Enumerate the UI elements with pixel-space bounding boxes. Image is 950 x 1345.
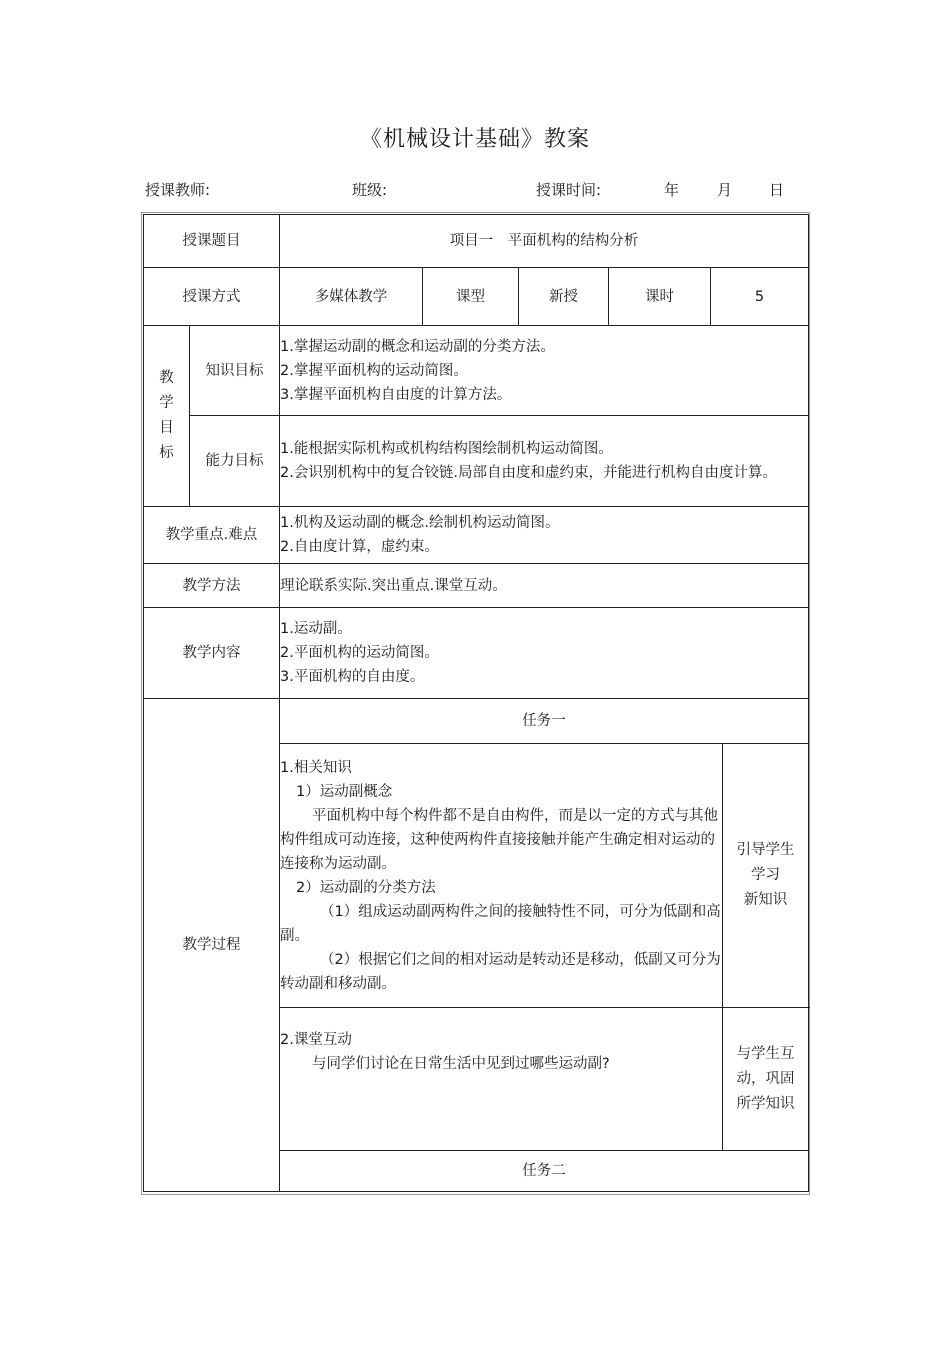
ability-goal-item: 2.会识别机构中的复合铰链.局部自由度和虚约束，并能进行机构自由度计算。 (280, 465, 777, 481)
note-line: 所学知识 (736, 1095, 795, 1112)
key-points-label: 教学重点.难点 (144, 507, 280, 564)
content-label: 教学内容 (144, 608, 280, 699)
row-key-points (144, 507, 809, 564)
key-points-item: 1.机构及运动副的概念.绘制机构运动简图。 (280, 515, 560, 531)
content-item: 3.平面机构的自由度。 (280, 669, 425, 685)
ability-goal-label: 能力目标 (190, 416, 280, 507)
month-label: 月 (717, 181, 733, 199)
type-value: 新授 (519, 268, 609, 326)
knowledge-goal-content (280, 326, 809, 416)
goals-char: 学 (159, 395, 174, 411)
method-value: 理论联系实际.突出重点.课堂互动。 (280, 564, 809, 608)
row-task1 (144, 699, 809, 744)
goals-label (144, 326, 190, 507)
note-line: 新知识 (743, 892, 788, 908)
row-knowledge-goal (144, 326, 809, 416)
ability-goal-content (280, 416, 809, 507)
hours-value: 5 (711, 268, 809, 326)
row-ability-goal (144, 416, 809, 507)
ability-goal-item: 1.能根据实际机构或机构结构图绘制机构运动简图。 (280, 441, 613, 457)
key-points-item: 2.自由度计算，虚约束。 (280, 539, 439, 555)
mode-label: 授课方式 (144, 268, 280, 326)
mode-value: 多媒体教学 (280, 268, 423, 326)
content-list (280, 608, 809, 699)
topic-label: 授课题目 (144, 215, 280, 268)
knowledge-part-sub1: 1）运动副概念 (296, 783, 393, 800)
goals-char: 目 (159, 420, 174, 436)
knowledge-part-para1: 平面机构中每个构件都不是自由构件，而是以一定的方式与其他构件组成可动连接，这种使两构件直接接触并能产生确定相对运动的连接称为运动副。 (280, 807, 718, 872)
row-mode (144, 268, 809, 326)
key-points-content (280, 507, 809, 564)
knowledge-part-note (723, 744, 809, 1008)
note-line: 与学生互 (736, 1045, 795, 1062)
knowledge-part-para2: （1）组成运动副两构件之间的接触特性不同，可分为低副和高副。 (280, 903, 721, 944)
knowledge-part-heading: 1.相关知识 (280, 759, 352, 776)
knowledge-part-sub2: 2）运动副的分类方法 (296, 879, 436, 896)
goals-char: 标 (159, 445, 174, 461)
lesson-plan-table (143, 214, 809, 1192)
year-label: 年 (664, 181, 680, 199)
interaction-part-content (280, 1008, 723, 1151)
teacher-label: 授课教师: (145, 181, 211, 199)
topic-value: 项目一 平面机构的结构分析 (280, 215, 809, 268)
knowledge-part-content (280, 744, 723, 1008)
row-topic (144, 215, 809, 268)
type-label: 课型 (423, 268, 519, 326)
knowledge-goal-item: 3.掌握平面机构自由度的计算方法。 (280, 386, 512, 403)
knowledge-goal-label: 知识目标 (190, 326, 280, 416)
note-line: 引导学生 (736, 842, 795, 858)
goals-char: 教 (159, 370, 174, 386)
day-label: 日 (769, 181, 785, 199)
time-label: 授课时间: (536, 181, 602, 199)
note-line: 学习 (751, 867, 781, 883)
knowledge-goal-item: 2.掌握平面机构的运动简图。 (280, 362, 468, 379)
row-method (144, 564, 809, 608)
knowledge-goal-item: 1.掌握运动副的概念和运动副的分类方法。 (280, 338, 555, 355)
content-item: 1.运动副。 (280, 621, 352, 637)
hours-label: 课时 (609, 268, 711, 326)
task2-heading: 任务二 (280, 1151, 809, 1192)
interaction-part-heading: 2.课堂互动 (280, 1032, 352, 1048)
content-item: 2.平面机构的运动简图。 (280, 645, 439, 661)
process-label: 教学过程 (144, 699, 280, 1192)
class-label: 班级: (352, 181, 388, 199)
interaction-part-note (723, 1008, 809, 1151)
row-content (144, 608, 809, 699)
note-line: 动，巩固 (736, 1070, 795, 1087)
interaction-part-para: 与同学们讨论在日常生活中见到过哪些运动副? (312, 1056, 610, 1072)
document-title: 《机械设计基础》教案 (359, 127, 590, 152)
method-label: 教学方法 (144, 564, 280, 608)
knowledge-part-para3: （2）根据它们之间的相对运动是转动还是移动，低副又可分为转动副和移动副。 (280, 951, 721, 992)
task1-heading: 任务一 (280, 699, 809, 744)
